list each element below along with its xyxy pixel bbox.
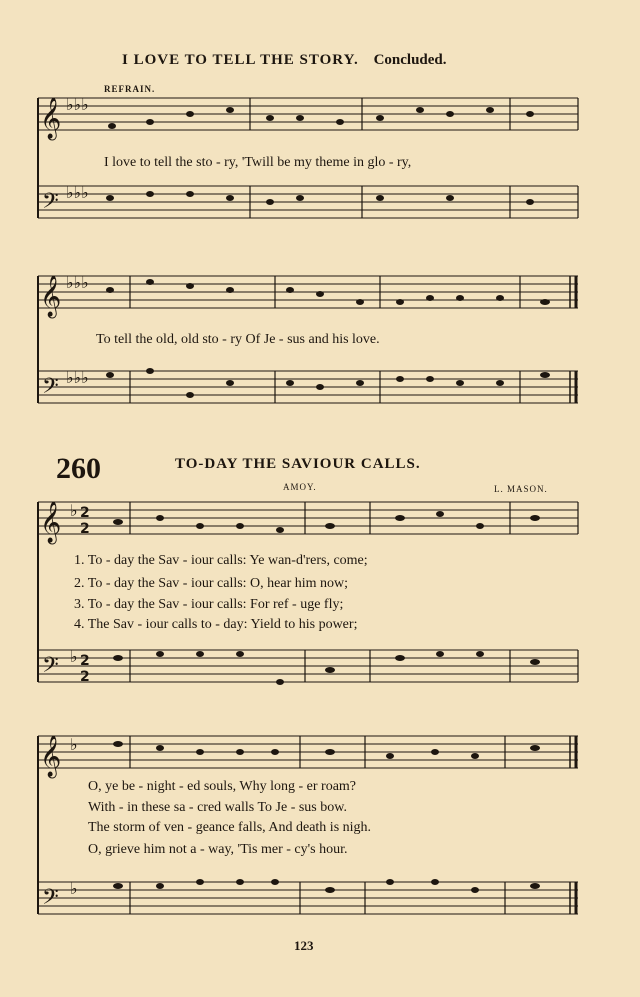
svg-text:2: 2: [80, 505, 90, 521]
treble-clef-icon: 𝄞: [40, 276, 62, 317]
treble-clef-icon: 𝄞: [40, 736, 62, 777]
svg-text:2: 2: [80, 521, 90, 537]
verse-line: 4. The Sav - iour calls to - day: Yield to his power;: [74, 617, 358, 632]
staff-hymn-system2-treble: [38, 736, 578, 768]
staff-system2-bass: [38, 371, 578, 403]
svg-text:2: 2: [80, 669, 90, 685]
svg-text:♭: ♭: [70, 501, 78, 520]
svg-text:♭♭♭: ♭♭♭: [66, 368, 89, 387]
verse-line: O, ye be - night - ed souls, Why long - er roam?: [88, 779, 357, 794]
svg-text:♭: ♭: [70, 879, 78, 898]
bass-clef-icon: 𝄢: [42, 189, 59, 219]
bass-clef-icon: 𝄢: [42, 653, 59, 683]
lyric-line: To tell the old, old sto - ry Of Je - sus and his love.: [96, 332, 380, 347]
verse-line: 1. To - day the Sav - iour calls: Ye wan-d'rers, come;: [74, 553, 368, 568]
verse-line: O, grieve him not a - way, 'Tis mer - cy's hour.: [88, 842, 348, 857]
concluded-label: Concluded.: [373, 52, 447, 68]
verse-line: 2. To - day the Sav - iour calls: O, hear him now;: [74, 576, 349, 591]
verse-line: With - in these sa - cred walls To Je - sus bow.: [88, 800, 347, 815]
svg-text:♭♭♭: ♭♭♭: [66, 183, 89, 202]
staff-system1-bass: [38, 186, 578, 218]
treble-clef-icon: 𝄞: [40, 502, 62, 543]
hymn-title: TO-DAY THE SAVIOUR CALLS.: [175, 456, 421, 472]
staff-hymn-system1-bass: [38, 650, 578, 682]
composer-name: L. MASON.: [494, 484, 548, 494]
verse-line: The storm of ven - geance falls, And death is nigh.: [88, 820, 372, 835]
svg-text:2: 2: [80, 653, 90, 669]
staff-hymn-system1-treble: [38, 502, 578, 534]
svg-text:♭: ♭: [70, 647, 78, 666]
treble-clef-icon: 𝄞: [40, 98, 62, 139]
refrain-label: REFRAIN.: [104, 84, 156, 94]
svg-text:♭: ♭: [70, 735, 78, 754]
svg-text:♭♭♭: ♭♭♭: [66, 273, 89, 292]
page-number: 123: [294, 938, 314, 953]
bass-clef-icon: 𝄢: [42, 374, 59, 404]
hymn-number: 260: [56, 452, 101, 485]
staff-system1-treble: [38, 98, 578, 130]
lyric-line: I love to tell the sto - ry, 'Twill be my theme in glo - ry,: [104, 155, 412, 170]
staff-system2-treble: [38, 276, 578, 308]
section-title: I LOVE TO TELL THE STORY.: [122, 52, 359, 68]
tune-name: AMOY.: [283, 482, 317, 492]
verse-line: 3. To - day the Sav - iour calls: For ref - uge fly;: [74, 597, 344, 612]
svg-text:♭♭♭: ♭♭♭: [66, 95, 89, 114]
bass-clef-icon: 𝄢: [42, 885, 59, 915]
